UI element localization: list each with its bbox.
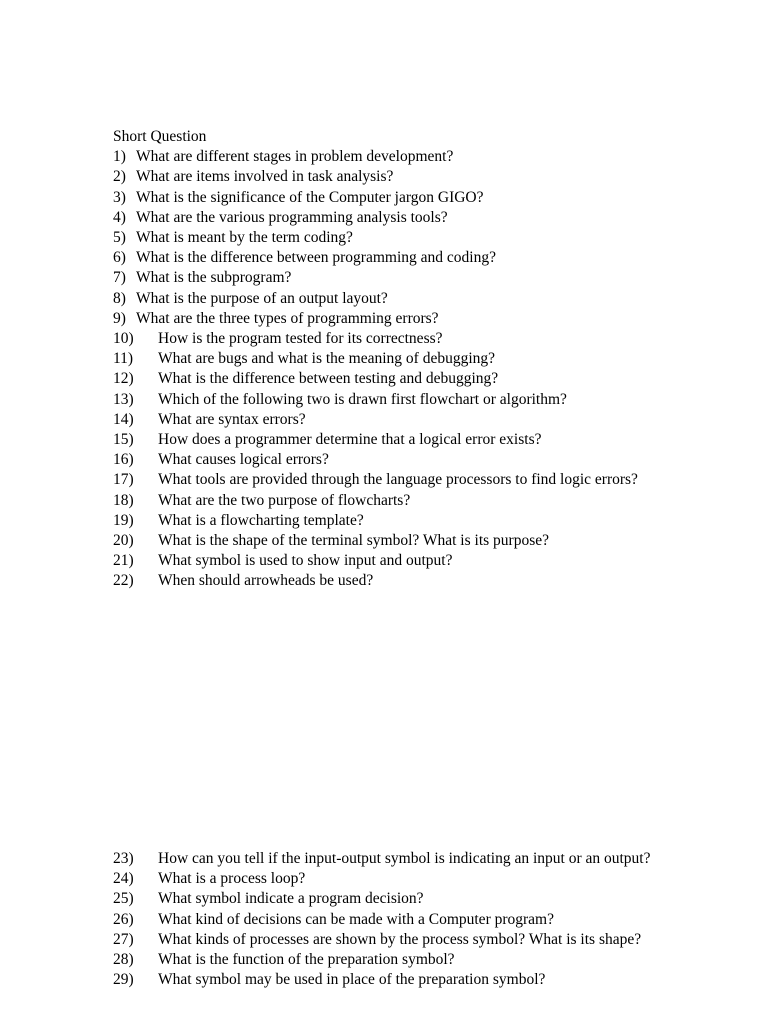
question-item-4 xyxy=(0,208,768,228)
question-number: 17) xyxy=(113,471,134,489)
question-list-part-2 xyxy=(0,849,768,990)
question-text: What is the shape of the terminal symbol? What is its purpose? xyxy=(158,532,549,550)
question-number: 20) xyxy=(113,532,134,550)
question-item-26 xyxy=(0,910,768,930)
question-item-18 xyxy=(0,491,768,511)
question-text: What is the significance of the Computer jargon GIGO? xyxy=(136,188,484,206)
question-text: What are items involved in task analysis? xyxy=(136,168,394,186)
question-text: What kinds of processes are shown by the process symbol? What is its shape? xyxy=(158,930,642,948)
question-number: 10) xyxy=(113,330,134,348)
question-item-6 xyxy=(0,248,768,268)
question-number: 23) xyxy=(113,850,134,867)
question-item-15 xyxy=(0,430,768,450)
question-text: What is the function of the preparation symbol? xyxy=(158,951,455,969)
question-number: 9) xyxy=(113,309,126,327)
question-text: What are syntax errors? xyxy=(158,410,306,428)
question-number: 16) xyxy=(113,451,134,469)
question-item-3 xyxy=(0,188,768,208)
question-item-21 xyxy=(0,551,768,571)
question-text: What are the three types of programming errors? xyxy=(136,309,439,327)
question-text: What is meant by the term coding? xyxy=(136,229,353,246)
question-item-25 xyxy=(0,889,768,909)
question-text: How does a programmer determine that a logical error exists? xyxy=(158,431,542,449)
question-text: What is the difference between programming and coding? xyxy=(136,249,496,267)
question-item-14 xyxy=(0,410,768,430)
question-number: 15) xyxy=(113,431,134,449)
question-number: 1) xyxy=(113,148,126,166)
question-number: 22) xyxy=(113,572,134,590)
question-number: 14) xyxy=(113,410,134,428)
question-item-20 xyxy=(0,531,768,551)
section-heading: Short Question xyxy=(113,128,207,145)
question-item-22 xyxy=(0,571,768,591)
question-text: What are different stages in problem development? xyxy=(136,148,454,166)
question-text: What is the purpose of an output layout? xyxy=(136,289,388,307)
question-item-9 xyxy=(0,309,768,329)
question-item-1 xyxy=(0,147,768,167)
question-number: 26) xyxy=(113,910,134,928)
question-number: 19) xyxy=(113,511,134,529)
question-text: What are the various programming analysis tools? xyxy=(136,208,448,226)
question-text: What is the difference between testing and debugging? xyxy=(158,370,499,388)
question-number: 6) xyxy=(113,249,126,267)
question-number: 13) xyxy=(113,390,134,408)
question-number: 27) xyxy=(113,930,134,948)
question-number: 18) xyxy=(113,491,134,509)
question-number: 12) xyxy=(113,370,134,388)
question-text: What tools are provided through the language processors to find logic errors? xyxy=(158,471,638,489)
question-item-28 xyxy=(0,950,768,970)
question-item-8 xyxy=(0,289,768,309)
question-item-7 xyxy=(0,268,768,288)
question-text: How is the program tested for its correctness? xyxy=(158,330,443,348)
question-item-13 xyxy=(0,390,768,410)
question-item-29 xyxy=(0,970,768,990)
question-item-10 xyxy=(0,329,768,349)
question-number: 29) xyxy=(113,971,134,989)
question-text: What is the subprogram? xyxy=(136,269,292,287)
question-item-5 xyxy=(0,228,768,248)
question-number: 5) xyxy=(113,229,126,246)
question-text: What kind of decisions can be made with a Computer program? xyxy=(158,910,554,928)
question-item-11 xyxy=(0,349,768,369)
question-item-16 xyxy=(0,450,768,470)
question-number: 11) xyxy=(113,350,134,368)
question-item-2 xyxy=(0,167,768,187)
question-text: What are bugs and what is the meaning of debugging? xyxy=(158,350,496,368)
question-text: What symbol is used to show input and output? xyxy=(158,552,453,570)
question-text: Which of the following two is drawn first flowchart or algorithm? xyxy=(158,390,567,408)
question-text: What symbol may be used in place of the preparation symbol? xyxy=(158,971,546,989)
question-text: What is a process loop? xyxy=(158,870,306,888)
question-text: What is a flowcharting template? xyxy=(158,511,364,529)
question-item-23 xyxy=(0,849,768,869)
question-text: What are the two purpose of flowcharts? xyxy=(158,491,411,509)
question-item-27 xyxy=(0,930,768,950)
question-number: 24) xyxy=(113,870,134,888)
question-item-12 xyxy=(0,369,768,389)
question-number: 21) xyxy=(113,552,134,570)
question-number: 28) xyxy=(113,951,134,969)
question-item-24 xyxy=(0,869,768,889)
question-number: 25) xyxy=(113,890,134,908)
question-number: 4) xyxy=(113,208,126,226)
question-number: 7) xyxy=(113,269,126,287)
question-item-17 xyxy=(0,470,768,490)
question-item-19 xyxy=(0,511,768,531)
question-number: 2) xyxy=(113,168,126,186)
question-number: 3) xyxy=(113,188,126,206)
question-text: When should arrowheads be used? xyxy=(158,572,374,590)
question-text: How can you tell if the input-output symbol is indicating an input or an output? xyxy=(158,850,651,867)
question-list-part-1 xyxy=(0,127,768,592)
question-text: What symbol indicate a program decision? xyxy=(158,890,424,908)
question-text: What causes logical errors? xyxy=(158,451,329,469)
question-number: 8) xyxy=(113,289,126,307)
